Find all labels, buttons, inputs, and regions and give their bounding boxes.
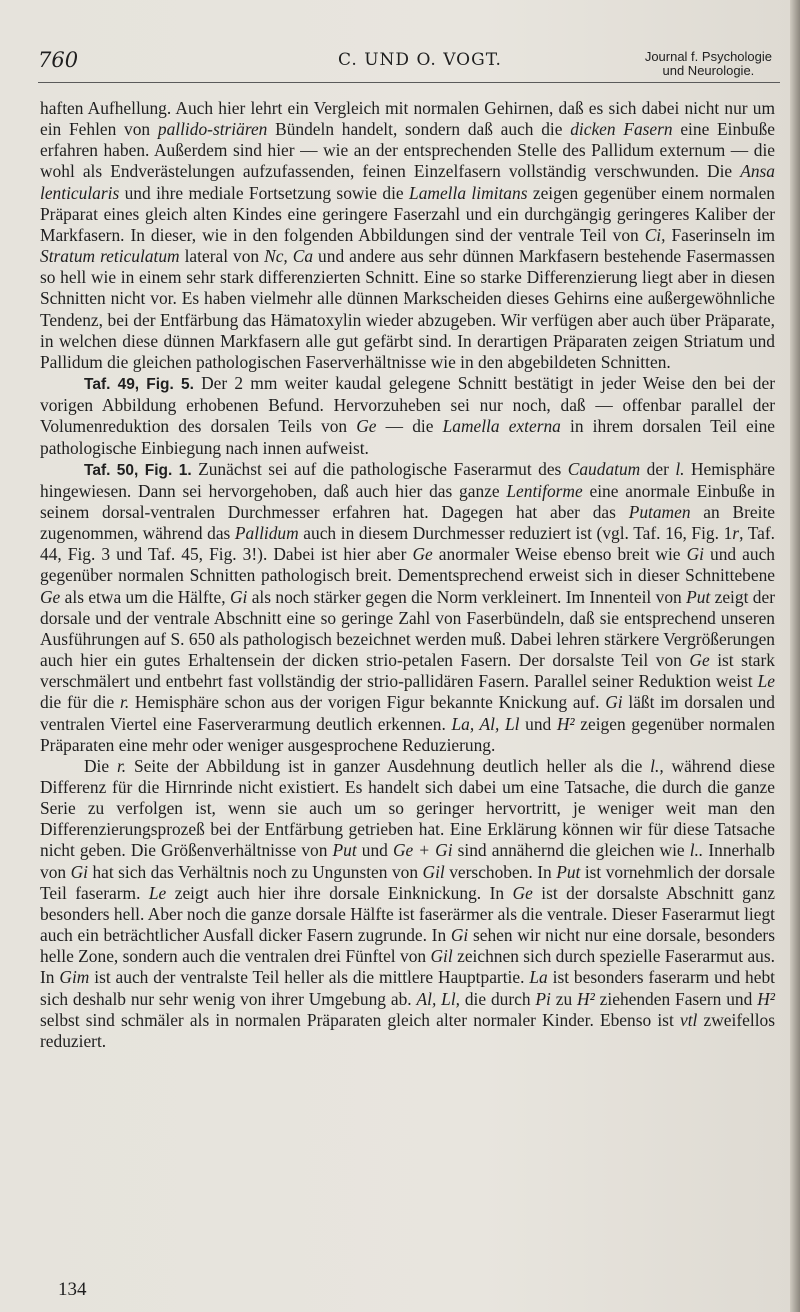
italic-term: Gil [430,946,453,967]
italic-term: Lamella externa [442,416,561,437]
journal-name [645,50,772,78]
text-run: Hemisphäre schon aus der vorigen Figur bekannte Knickung auf. [129,692,606,713]
italic-term: Put [556,861,581,882]
italic-term: Put [332,840,357,861]
italic-term: H² [577,988,595,1009]
italic-term: Pallidum [234,523,299,544]
text-run: ziehenden Fasern und [594,988,758,1009]
text-run: eine anormale Einbuße in seinem dorsal-ventralen Durchmesser erfahren hat. Dagegen hat aber das [40,480,775,522]
text-run: als noch stärker gegen die Norm verkleinert. Im Innenteil von [247,586,687,607]
text-run: zeigen gegenüber einem normalen Präparat eines gleich alten Kindes eine geringere Faserzahl und ein durchgängig geringeres Kaliber der Markfasern. In dieser, wie in den folgenden Abbildungen sind der ventrale Teil von [40,182,775,245]
italic-term: Gil [422,861,445,882]
text-run: zeigen gegenüber normalen Präparaten eine mehr oder weniger ausgesprochene Reduzierung. [40,713,776,755]
italic-term: Lentiforme [506,480,583,501]
running-header [38,42,780,83]
italic-term: r. [116,755,127,776]
text-run: zeigt auch hier ihre dorsale Einknickung. In [166,882,513,903]
book-spine-shadow [790,0,800,1312]
paragraph [40,459,775,756]
italic-term: Gim [59,967,90,988]
text-run: Bündeln handelt, sondern daß auch die [267,119,571,140]
text-run: und [519,713,557,734]
text-run: während diese Differenz für die Hirnrinde nicht existiert. Es handelt sich dabei um eine Tatsache, die durch die ganze Serie zu verfolgen ist, wenn sie auch um so geringer hervortritt, je weniger weit man den Differenzierungsprozeß bei der Entfärbung getrieben hat. Eine Erklärung können wir für diese Tatsache nicht geben. Die Größenverhältnisse von [40,755,775,861]
body-text [40,98,775,1052]
text-run: Innerhalb von [40,840,776,882]
text-run: und andere aus sehr dünnen Markfasern bestehende Fasermassen so hell wie in einem sehr stark differenzierten Schnitt. Eine so starke Differenzierung liegt aber in diesen Schnitten nicht vor. Es haben vielmehr alle dünnen Markscheiden dieses Gehirns eine außergewöhnliche Tendenz, bei der Entfärbung das Hämatoxylin wieder abzugeben. Wir verfügen aber auch über Präparate, in welchen diese dünnen Markfasern alle gut gefärbt sind. In derartigen Präparaten zeigen Striatum und Pallidum die gleichen pathologischen Faserverhältnisse wie in den abgebildeten Schnitten. [40,246,776,372]
text-run: ist der dorsalste Abschnitt ganz besonders hell. Aber noch die ganze dorsale Hälfte ist faserärmer als die ventrale. Dieser Faserarmut liegt auch ein beträchtlicher Ausfall dicker Fasern zugrunde. In [40,882,775,946]
italic-term: H² [556,713,575,734]
journal-line-2: und Neurologie. [662,63,755,78]
text-run: zeigt der dorsale und der ventrale Abschnitt eine so geringe Zahl von Faserbündeln, daß sie entsprechend unseren Ausführungen auf S. 650 als pathologisch bezeichnet werden muß. Dabei lehren stärkere Vergrößerungen auch hier ein gutes Erhaltensein der dicken strio-petalen Fasern. Der dorsalste Teil von [40,586,775,671]
italic-term: La [529,967,548,988]
italic-term: Gi [450,925,469,946]
italic-term: pallido-striären [157,119,268,140]
journal-line-1: Journal f. Psychologie [644,49,772,64]
italic-term: Nc, Ca [264,246,314,267]
text-run: zeichnen sich durch spezielle Faserarmut aus. In [40,946,775,988]
text-run: der [640,458,676,479]
text-run: ist auch der ventralste Teil heller als die mittlere Hauptpartie. [89,967,530,988]
italic-term: Ge [356,416,377,437]
text-run: ist stark verschmälert und entbehrt fast vollständig der strio-pallidären Fasern. Parallel seiner Reduktion weist [40,650,775,692]
text-run: eine Einbuße erfahren haben. Außerdem sind hier — wie an der entsprechenden Stelle des Pallidum externum — die wohl als Endverästelungen aufzufassenden, feinen Einzelfasern vollständig verschwunden. Die [40,119,775,182]
italic-term: l.. [689,840,704,861]
paragraph [40,756,775,1052]
italic-term: Gi [686,544,704,565]
italic-term: Caudatum [567,458,641,479]
text-run: , Taf. 44, Fig. 3 und Taf. 45, Fig. 3!). Dabei ist hier aber [40,523,775,565]
text-run: und [356,840,393,861]
italic-term: Gi [605,692,623,713]
italic-term: Gi [229,586,248,607]
text-run: ist besonders faserarm und hebt sich deshalb nur sehr wenig von ihrer Umgebung ab. [40,967,775,1009]
italic-term: La, Al, Ll [451,713,520,734]
plate-figure-reference: Taf. 49, Fig. 5. [84,376,194,394]
running-title: C. UND O. VOGT. [338,50,502,70]
paragraph [40,98,775,373]
italic-term: Stratum reticulatum [40,246,180,267]
italic-term: Ansa lenticularis [40,161,775,203]
text-run: lateral von [179,246,265,267]
text-run: zu [550,988,578,1009]
italic-term: H² [757,988,775,1009]
italic-term: Ge [412,544,433,565]
text-run: als etwa um die Hälfte, [60,586,230,607]
italic-term: Le [148,882,167,903]
italic-term: Ci, [644,224,666,245]
signature-mark: 134 [58,1279,87,1300]
text-run: an Breite zugenommen, während das [40,501,775,544]
italic-term: Lamella limitans [409,182,528,203]
text-run: sehen wir nicht nur eine dorsale, besonders helle Zone, sondern auch die ventralen drei Fünftel von [40,925,775,967]
italic-term: r [732,523,740,544]
italic-term: Ge [689,650,710,671]
text-run: Zunächst sei auf die pathologische Faserarmut des [191,458,568,479]
italic-term: l., [650,755,664,776]
text-run: sind annähernd die gleichen wie [452,840,690,861]
text-run: Seite der Abbildung ist in ganzer Ausdehnung deutlich heller als die [126,755,651,776]
italic-term: Putamen [628,501,691,522]
text-run: Die [84,755,117,776]
italic-term: l. [675,458,685,479]
text-run: verschoben. In [444,861,557,882]
italic-term: Ge [40,586,61,607]
italic-term: Al, Ll, [416,988,460,1009]
italic-term: vtl [679,1009,698,1030]
text-run: — die [376,416,443,437]
text-run: zweifellos reduziert. [40,1009,775,1051]
italic-term: dicken Fasern [570,119,673,140]
plate-figure-reference: Taf. 50, Fig. 1. [84,461,192,479]
page-number: 760 [38,48,79,72]
italic-term: Put [686,586,711,607]
italic-term: Ge + Gi [392,840,453,861]
text-run: und auch gegenüber normalen Schnitten pathologisch breit. Dementsprechend erweist sich in dieser Schnittebene [40,544,775,586]
text-run: Hemisphäre hingewiesen. Dann sei hervorgehoben, daß auch hier das ganze [40,458,776,501]
text-run: in ihrem dorsalen Teil eine pathologische Einbiegung nach innen aufweist. [40,416,776,458]
text-run: haften Aufhellung. Auch hier lehrt ein Vergleich mit normalen Gehirnen, daß es sich dabei nicht nur um ein Fehlen von [40,98,775,140]
italic-term: r. [119,692,130,713]
text-run: die durch [460,988,536,1009]
text-run: hat sich das Verhältnis noch zu Ungunsten von [87,861,423,882]
text-run: anormaler Weise ebenso breit wie [432,544,687,565]
text-run: die für die [40,692,120,713]
italic-term: Ge [512,882,533,903]
italic-term: Le [757,671,775,692]
text-run: läßt im dorsalen und ventralen Viertel eine Faserverarmung deutlich erkennen. [40,692,775,734]
text-run: auch in diesem Durchmesser reduziert ist (vgl. Taf. 16, Fig. 1 [298,523,733,544]
text-run: selbst sind schmäler als in normalen Präparaten gleich alter normaler Kinder. Ebenso ist [40,1009,680,1030]
text-run: Der 2 mm weiter kaudal gelegene Schnitt bestätigt in jeder Weise den bei der vorigen Abbildung erhobenen Befund. Hervorzuheben sei nur noch, daß — offenbar parallel der Volumenreduktion des dorsalen Teils von [40,373,775,437]
italic-term: Gi [70,861,88,882]
text-run: ist vornehmlich der dorsale Teil faserarm. [40,861,775,903]
text-run: Faserinseln im [665,224,775,245]
italic-term: Pi [535,988,551,1009]
text-run: und ihre mediale Fortsetzung sowie die [119,182,410,203]
paragraph [40,373,775,459]
